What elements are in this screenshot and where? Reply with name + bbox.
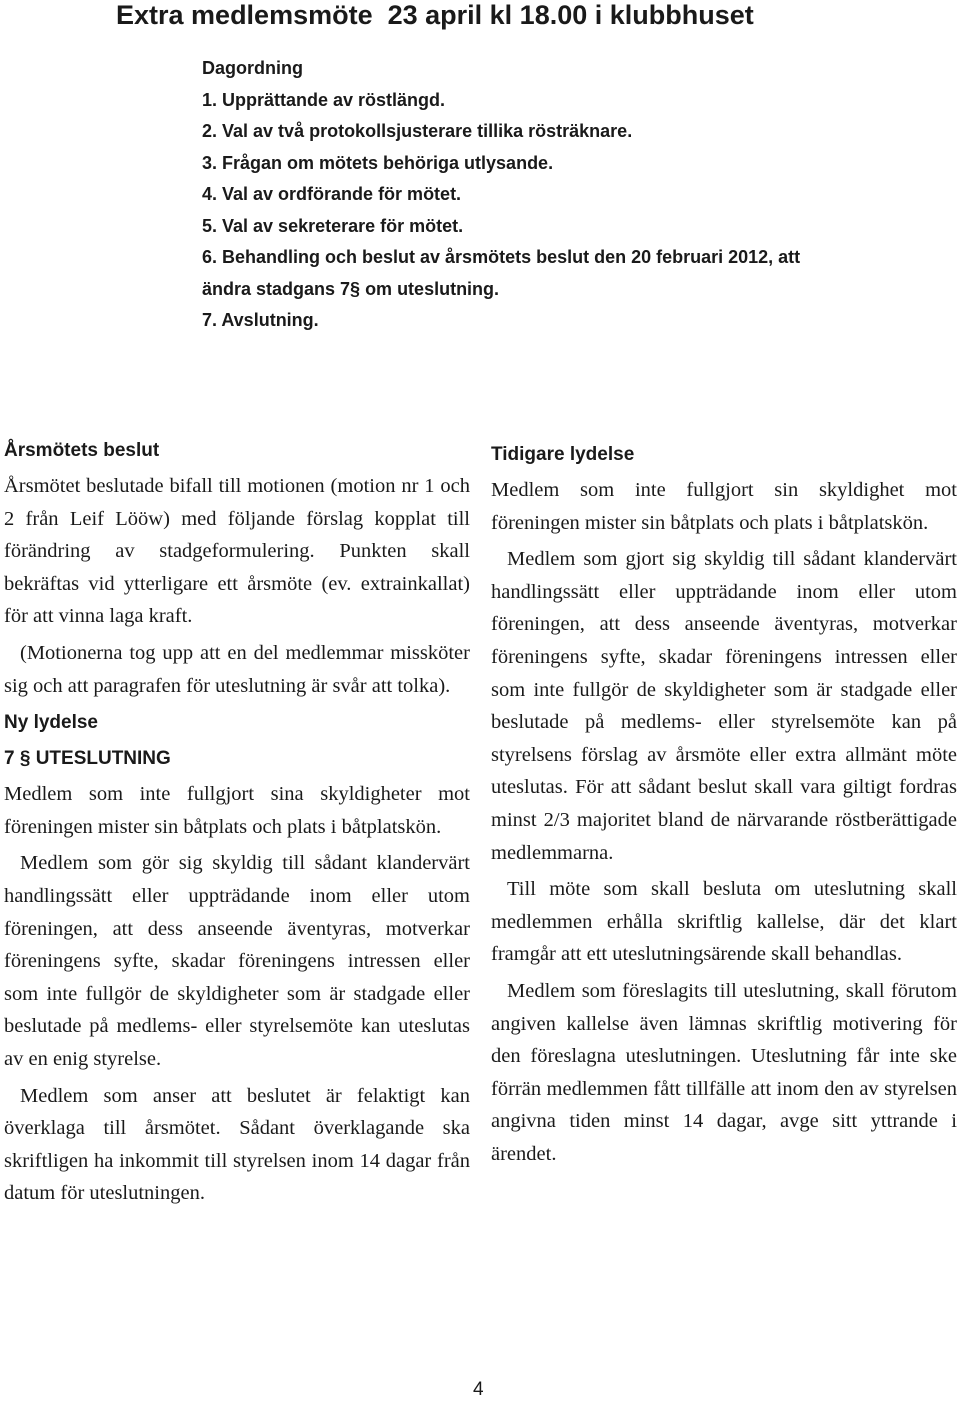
page-number: 4 (473, 1379, 484, 1400)
agenda-item: 4. Val av ordförande för mötet. (202, 184, 462, 204)
agenda-item: 3. Frågan om mötets behöriga utlysande. (202, 152, 554, 173)
paragraph: Medlem som inte fullgjort sina skyldigheter mot föreningen mister sin båtplats och plats i båtplatskön. (4, 783, 470, 838)
agenda-item: 5. Val av sekreterare för mötet. (202, 215, 464, 236)
right-column (491, 438, 957, 1174)
agenda-item: 7. Avslutning. (202, 310, 319, 330)
paragraph: (Motionerna tog upp att en del medlemmar missköter sig och att paragrafen för uteslutning är svår att tolka). (4, 641, 470, 697)
paragraph: Medlem som anser att beslutet är felaktigt kan överklaga till årsmötet. Sådant överklagande ska skriftligen ha inkommit till styrelsen inom 14 dagar från datum för uteslutningen. (4, 1084, 470, 1205)
agenda-heading: Dagordning (202, 58, 303, 78)
agenda (202, 53, 822, 337)
agenda-item: 1. Upprättande av röstlängd. (202, 89, 446, 110)
previous-wording-heading: Tidigare lydelse (491, 444, 635, 465)
agenda-item: 6. Behandling och beslut av årsmötets beslut den 20 februari 2012, att ändra stadgans 7§ om uteslutning. (202, 247, 801, 299)
paragraph: Medlem som gjort sig skyldig till sådant klandervärt handlingssätt eller uppträdande inom eller utom föreningen, att dess anseende äventyras, motverkar föreningens syfte, skadar föreningens intressen eller som inte fullgör de skyldigheter som är stadgade eller beslutade på medlems- eller styrelsemöte kan på styrelsens förslag av årsmöte eller extra allmänt möte uteslutas. För att sådant beslut skall vara giltigt fordras minst 2/3 majoritet bland de närvarande röstberättigade medlemmarna. (491, 548, 957, 864)
agenda-item: 2. Val av två protokollsjusterare tillika rösträknare. (202, 121, 633, 141)
section-heading: 7 § UTESLUTNING (4, 748, 171, 770)
paragraph: Medlem som föreslagits till uteslutning, skall förutom angiven kallelse även lämnas skriftlig motivering för den föreslagna uteslutningen. Uteslutning får inte ske förrän medlemmen fått tillfälle att inom den av styrelsen angivna tiden minst 14 dagar, avge sitt yttrande i ärendet. (491, 979, 957, 1165)
paragraph: Medlem som gör sig skyldig till sådant klandervärt handlingssätt eller uppträdande inom eller utom föreningen, att dess anseende äventyras, motverkar föreningens syfte, skadar föreningens intressen eller som inte fullgör de skyldigheter som är stadgade eller beslutade på medlems- eller styrelsemöte kan uteslutas av en enig styrelse. (4, 852, 470, 1070)
agenda-list (202, 85, 822, 337)
new-wording-heading: Ny lydelse (4, 712, 98, 734)
paragraph: Till möte som skall besluta om uteslutning skall medlemmen erhålla skriftlig kallelse, där det klart framgår att ett uteslutningsärende skall behandlas. (491, 878, 957, 966)
left-column (4, 434, 470, 1214)
annual-meeting-decision-heading: Årsmötets beslut (4, 440, 160, 461)
paragraph: Årsmötet beslutade bifall till motionen (motion nr 1 och 2 från Leif Lööw) med följande förslag kopplat till förändring av stadgeformulering. Punkten skall bekräftas vid ytterligare ett årsmöte (ev. extrainkallat) för att vinna laga kraft. (4, 475, 470, 628)
paragraph: Medlem som inte fullgjort sin skyldighet mot föreningen mister sin båtplats och plats i båtplatskön. (491, 479, 957, 534)
page-title: Extra medlemsmöte 23 april kl 18.00 i klubbhuset (116, 0, 754, 30)
